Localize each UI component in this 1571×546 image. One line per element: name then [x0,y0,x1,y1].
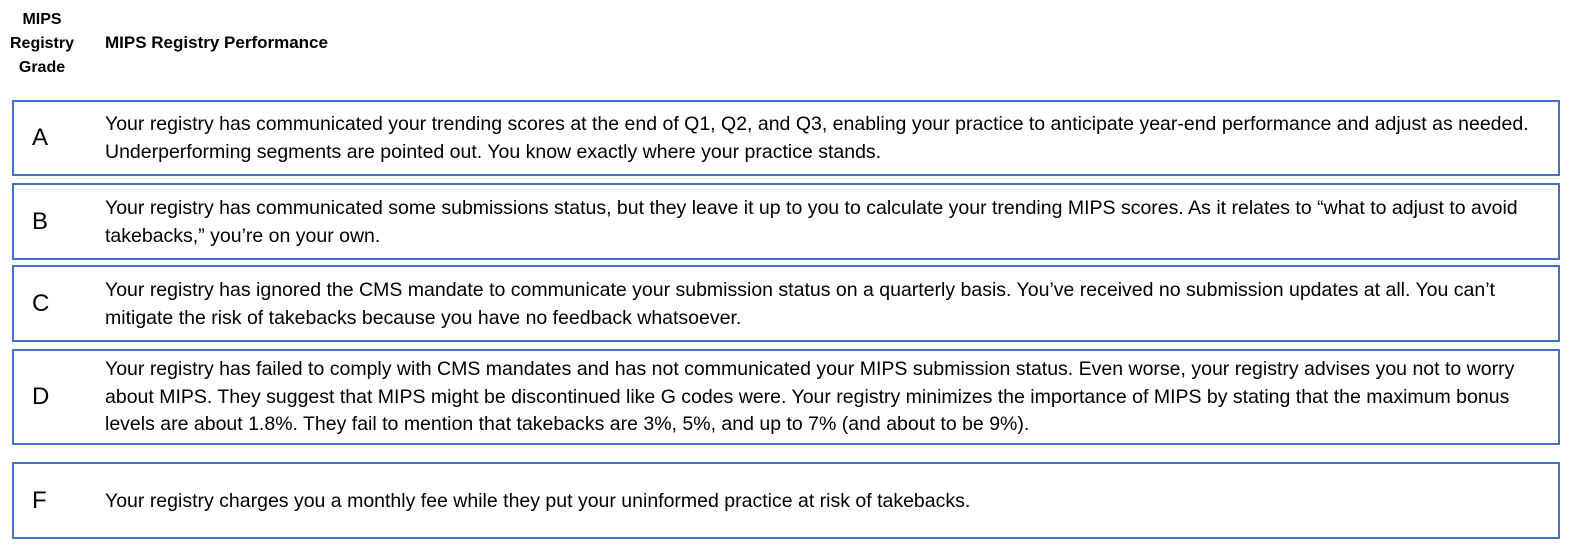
grade-description: Your registry has communicated some submissions status, but they leave it up to you to calculate your trending MIPS scores. As it relates to “what to adjust to avoid takebacks,” you’re on your own. [105,196,1518,247]
grade-description: Your registry has failed to comply with CMS mandates and has not communicated your MIPS submission status. Even worse, your registry advises you not to worry about MIPS. They suggest that MIPS might be discontinued like G codes were. Your registry minimizes the importance of MIPS by stating that the maximum bonus levels are about 1.8%. They fail to mention that takebacks are 3%, 5%, and up to 7% (and about to be 9%). [105,357,1515,435]
grade-row-a [12,100,1560,176]
grade-row-f [12,462,1560,539]
performance-column-header: MIPS Registry Performance [105,33,328,52]
grade-row-b [12,183,1560,260]
grade-row-c [12,265,1560,342]
grade-description: Your registry charges you a monthly fee while they put your uninformed practice at risk of takebacks. [105,489,971,512]
grade-letter: C [32,289,50,317]
grade-letter: F [32,486,47,514]
grade-letter: A [32,124,49,151]
grade-description: Your registry has communicated your trending scores at the end of Q1, Q2, and Q3, enabling your practice to anticipate year-end performance and adjust as needed. Underperforming segments are pointed out. You know exactly where your practice stands. [105,113,1529,163]
grade-letter: B [32,207,49,235]
grade-row-d [12,349,1560,445]
grade-letter: D [32,383,50,410]
grade-description: Your registry has ignored the CMS mandate to communicate your submission status on a quarterly basis. You’ve received no submission updates at all. You can’t mitigate the risk of takebacks because you have no feedback whatsoever. [105,278,1495,329]
grade-column-header: MIPS Registry Grade [9,11,75,76]
